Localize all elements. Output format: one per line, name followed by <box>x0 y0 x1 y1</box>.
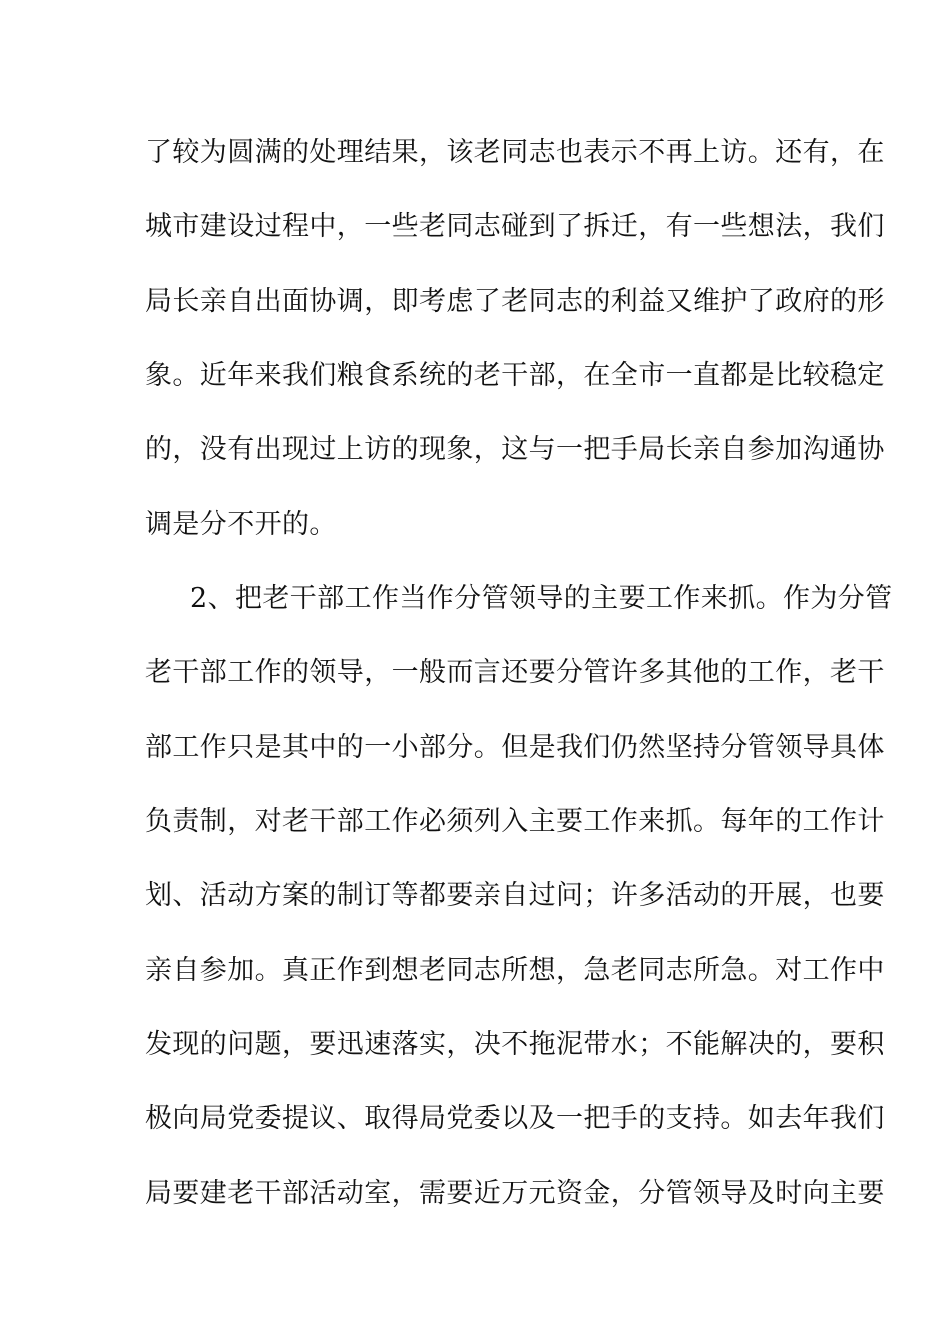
text-line: 的，没有出现过上访的现象，这与一把手局长亲自参加沟通协 <box>145 434 885 465</box>
text-line: 城市建设过程中，一些老同志碰到了拆迁，有一些想法，我们 <box>145 211 885 242</box>
text-line: 象。近年来我们粮食系统的老干部，在全市一直都是比较稳定 <box>145 360 885 391</box>
text-line: 部工作只是其中的一小部分。但是我们仍然坚持分管领导具体 <box>145 732 885 763</box>
text-line: 划、活动方案的制订等都要亲自过问；许多活动的开展，也要 <box>145 880 885 911</box>
text-line: 负责制，对老干部工作必须列入主要工作来抓。每年的工作计 <box>145 806 885 837</box>
text-line: 极向局党委提议、取得局党委以及一把手的支持。如去年我们 <box>145 1103 885 1134</box>
text-line: 发现的问题，要迅速落实，决不拖泥带水；不能解决的，要积 <box>145 1029 885 1060</box>
text-line: 老干部工作的领导，一般而言还要分管许多其他的工作，老干 <box>145 657 885 688</box>
text-line: 亲自参加。真正作到想老同志所想，急老同志所急。对工作中 <box>145 955 885 986</box>
text-line: 调是分不开的。 <box>145 509 337 540</box>
text-line: 局长亲自出面协调，即考虑了老同志的利益又维护了政府的形 <box>145 286 885 317</box>
paragraph-start-line: 2、把老干部工作当作分管领导的主要工作来抓。作为分管 <box>190 583 893 614</box>
text-line: 了较为圆满的处理结果，该老同志也表示不再上访。还有，在 <box>145 137 885 168</box>
text-line: 局要建老干部活动室，需要近万元资金，分管领导及时向主要 <box>145 1178 885 1209</box>
